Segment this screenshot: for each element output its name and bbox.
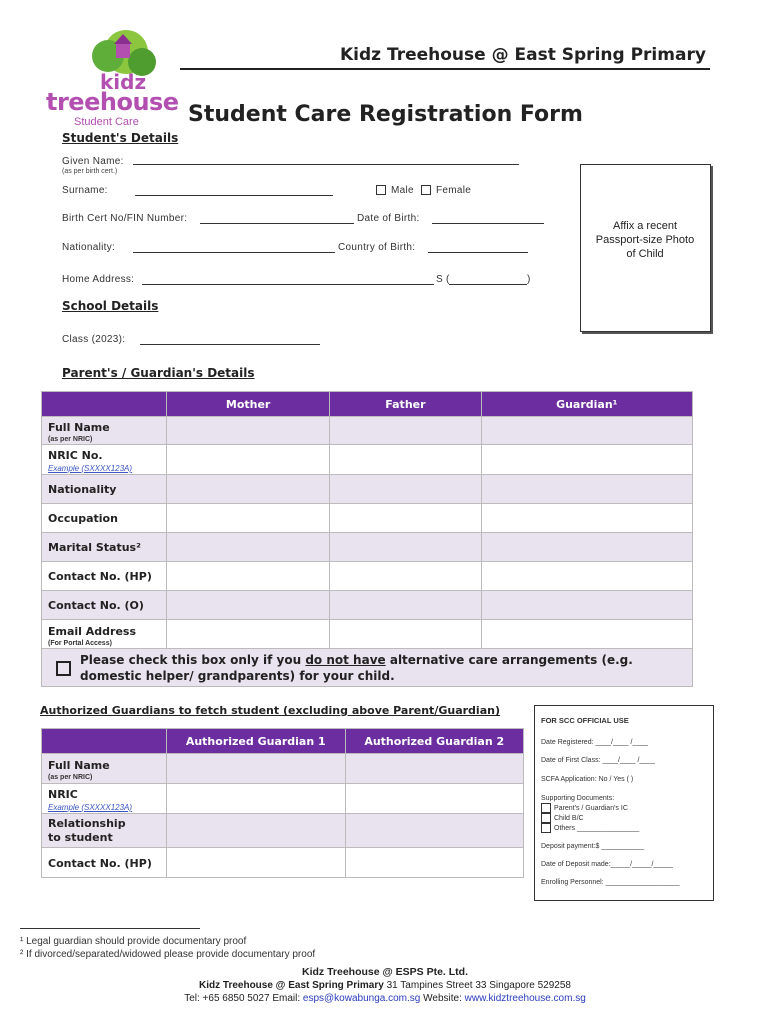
table-row <box>42 620 693 649</box>
table-row <box>42 417 693 445</box>
class-label: Class (2023): <box>62 334 126 345</box>
footnote-1: ¹ Legal guardian should provide documentary proof <box>20 936 247 947</box>
table-row <box>42 649 693 687</box>
postal-close-label: ) <box>527 274 531 285</box>
row-example: Example (SXXXX123A) <box>48 464 133 473</box>
doc-checkbox[interactable] <box>541 823 551 833</box>
row-label: NRIC <box>48 788 78 801</box>
col-mother: Mother <box>167 392 330 417</box>
logo-line-kidz: kidz <box>100 70 147 94</box>
authorized-table <box>41 728 524 878</box>
dob-label: Date of Birth: <box>357 213 420 224</box>
table-row <box>42 533 693 562</box>
doc-item: Parent's / Guardian's IC <box>541 803 707 813</box>
male-checkbox[interactable] <box>376 185 386 195</box>
class-field[interactable] <box>140 333 320 345</box>
footer <box>0 966 770 1004</box>
table-row <box>42 848 524 878</box>
photo-box <box>580 164 711 332</box>
row-label: Contact No. (HP) <box>48 570 152 583</box>
given-name-field[interactable] <box>133 153 519 165</box>
footer-contact: Tel: +65 6850 5027 Email: esps@kowabunga.com.sg Website: www.kidztreehouse.com.sg <box>184 993 586 1004</box>
home-address-field[interactable] <box>142 273 434 285</box>
page-title: Student Care Registration Form <box>188 102 583 127</box>
birth-cert-label: Birth Cert No/FIN Number: <box>62 213 188 224</box>
table-row <box>42 504 693 533</box>
no-alt-care-checkbox[interactable] <box>56 661 71 676</box>
country-of-birth-label: Country of Birth: <box>338 242 416 253</box>
row-label: NRIC No. <box>48 449 103 462</box>
footnote-rule <box>20 928 200 929</box>
footer-address: Kidz Treehouse @ East Spring Primary 31 Tampines Street 33 Singapore 529258 <box>199 980 571 991</box>
male-label: Male <box>391 185 414 196</box>
table-row <box>42 784 524 814</box>
doc-checkbox[interactable] <box>541 803 551 813</box>
table-row <box>42 814 524 848</box>
row-sub: (For Portal Access) <box>48 639 112 647</box>
no-alt-care-text: Please check this box only if you do not have alternative care arrangements (e.g. domestic helper/ grandparents) for your child. <box>80 652 633 683</box>
given-name-label: Given Name: <box>62 156 124 167</box>
footer-company: Kidz Treehouse @ ESPS Pte. Ltd. <box>301 966 469 978</box>
col-father: Father <box>330 392 481 417</box>
female-checkbox[interactable] <box>421 185 431 195</box>
row-example: Example (SXXXX123A) <box>48 803 133 812</box>
logo-line-student-care: Student Care <box>74 116 139 128</box>
date-registered: Date Registered: ____/____ /____ <box>541 739 649 746</box>
doc-item: Child B/C <box>541 813 707 823</box>
table-row <box>42 754 524 784</box>
row-label: Relationship to student <box>48 816 126 844</box>
row-sub: (as per NRIC) <box>48 436 93 443</box>
official-title: FOR SCC OFFICIAL USE <box>541 716 629 725</box>
doc-checkbox[interactable] <box>541 813 551 823</box>
row-label: Contact No. (O) <box>48 599 144 612</box>
row-label: Email Address <box>48 624 137 638</box>
email-link[interactable]: esps@kowabunga.com.sg <box>302 993 421 1004</box>
postal-s-label: S ( <box>436 274 450 285</box>
row-label: Contact No. (HP) <box>48 856 152 870</box>
official-use-box <box>534 705 714 901</box>
col-authorized-guardian-2: Authorized Guardian 2 <box>345 729 524 754</box>
scfa-application: SCFA Application: No / Yes ( ) <box>541 776 634 783</box>
row-label: Occupation <box>48 512 118 525</box>
col-guardian: Guardian¹ <box>481 392 692 417</box>
deposit-date: Date of Deposit made:_____/_____/_____ <box>541 861 673 868</box>
row-sub: (as per NRIC) <box>48 774 93 781</box>
row-label: Full Name <box>48 759 110 772</box>
photo-instruction: Affix a recent Passport-size Photo of Child <box>595 220 695 260</box>
section-parent-details: Parent's / Guardian's Details <box>62 366 255 380</box>
surname-label: Surname: <box>62 185 108 196</box>
header-rule <box>180 68 710 70</box>
logo-line-treehouse: treehouse <box>46 88 179 116</box>
supporting-docs: Supporting Documents: <box>541 795 615 802</box>
dob-field[interactable] <box>432 212 544 224</box>
section-authorized-guardians: Authorized Guardians to fetch student (excluding above Parent/Guardian) <box>40 704 500 717</box>
given-name-note: (as per birth cert.) <box>62 168 118 175</box>
postal-code-field[interactable] <box>449 273 527 285</box>
home-address-label: Home Address: <box>62 274 135 285</box>
table-row <box>42 475 693 504</box>
row-label: Nationality <box>48 483 117 496</box>
deposit-payment: Deposit payment:$ ___________ <box>541 843 645 850</box>
enrolling-personnel: Enrolling Personnel: ___________________ <box>541 879 680 886</box>
row-label: Full Name <box>48 421 110 434</box>
doc-item: Others ________________ <box>541 823 707 833</box>
table-row <box>42 562 693 591</box>
col-authorized-guardian-1: Authorized Guardian 1 <box>167 729 346 754</box>
country-of-birth-field[interactable] <box>428 241 528 253</box>
table-row <box>42 445 693 475</box>
section-student-details: Student's Details <box>62 131 179 145</box>
nationality-label: Nationality: <box>62 242 116 253</box>
school-name: Kidz Treehouse @ East Spring Primary <box>340 45 706 65</box>
female-label: Female <box>436 185 472 196</box>
logo <box>42 18 182 130</box>
first-class-date: Date of First Class: ____/____ /____ <box>541 757 656 764</box>
row-label: Marital Status² <box>48 541 141 554</box>
surname-field[interactable] <box>135 184 333 196</box>
birth-cert-field[interactable] <box>200 212 354 224</box>
footnote-2: ² If divorced/separated/widowed please provide documentary proof <box>20 949 316 960</box>
nationality-field[interactable] <box>133 241 335 253</box>
parent-table <box>41 391 693 687</box>
website-link[interactable]: www.kidztreehouse.com.sg <box>464 993 586 1004</box>
table-row <box>42 591 693 620</box>
section-school-details: School Details <box>62 299 159 313</box>
